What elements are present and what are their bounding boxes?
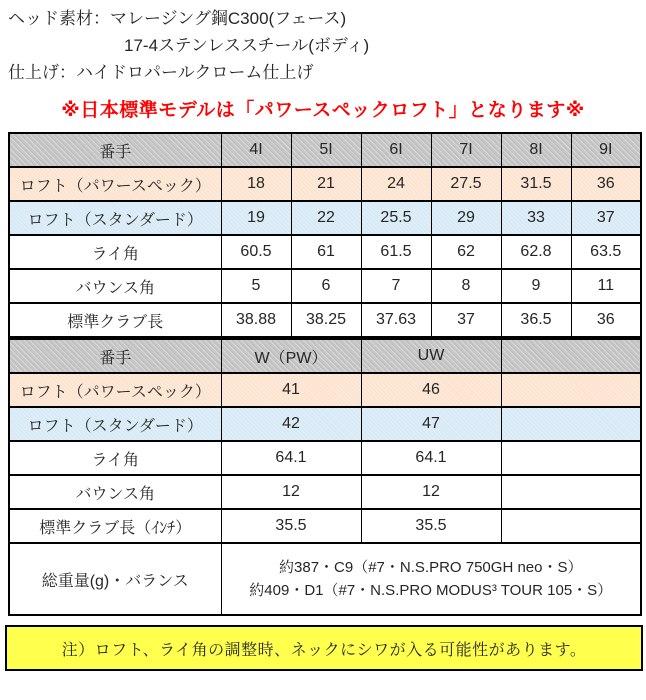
- spec-cell: 22: [291, 201, 361, 235]
- loft-standard-row: [9, 407, 641, 441]
- head-material-line2: 17-4ステンレススチール(ボディ): [124, 36, 370, 55]
- total-weight-balance-row: [9, 543, 641, 615]
- column-header-5i: 5I: [291, 133, 361, 167]
- row-label: 総重量(g)・バランス: [9, 543, 221, 615]
- spec-cell: 64.1: [221, 441, 361, 475]
- column-header-8i: 8I: [501, 133, 571, 167]
- spec-cell: 64.1: [361, 441, 501, 475]
- row-label: ライ角: [9, 441, 221, 475]
- spec-cell: 61.5: [361, 235, 431, 269]
- club-length-row: [9, 303, 641, 337]
- column-header-7i: 7I: [431, 133, 501, 167]
- spec-cell: 9: [501, 269, 571, 303]
- spec-cell: 11: [571, 269, 641, 303]
- spec-cell: 62.8: [501, 235, 571, 269]
- column-header-6i: 6I: [361, 133, 431, 167]
- spec-cell: 29: [431, 201, 501, 235]
- spec-cell: 62: [431, 235, 501, 269]
- spec-cell: 37: [431, 303, 501, 337]
- row-label: 標準クラブ長（ｲﾝﾁ）: [9, 509, 221, 543]
- irons-spec-table: [8, 132, 642, 338]
- spec-cell: 12: [361, 475, 501, 509]
- spec-cell: 38.25: [291, 303, 361, 337]
- caution-note-text: 注）ロフト、ライ角の調整時、ネックにシワが入る可能性があります。: [61, 641, 587, 659]
- loft-power-spec-row: [9, 373, 641, 407]
- spec-cell: 24: [361, 167, 431, 201]
- row-label: ロフト（スタンダード）: [9, 201, 221, 235]
- lie-angle-row: [9, 235, 641, 269]
- column-header-4i: 4I: [221, 133, 291, 167]
- column-header-9i: 9I: [571, 133, 641, 167]
- spec-cell: 37: [571, 201, 641, 235]
- row-label: ロフト（パワースペック）: [9, 167, 221, 201]
- spec-cell: 8: [431, 269, 501, 303]
- head-material-line1: ヘッド素材：マレージング鋼C300(フェース): [8, 9, 347, 28]
- spec-cell: 7: [361, 269, 431, 303]
- spec-cell: 36: [571, 167, 641, 201]
- spec-cell: 18: [221, 167, 291, 201]
- spec-cell: 60.5: [221, 235, 291, 269]
- bounce-angle-row: [9, 475, 641, 509]
- column-header-club: 番手: [9, 339, 221, 373]
- row-label: 標準クラブ長: [9, 303, 221, 337]
- loft-standard-row: [9, 201, 641, 235]
- irons-header-row: [9, 133, 641, 167]
- spec-cell: 19: [221, 201, 291, 235]
- spec-cell: 27.5: [431, 167, 501, 201]
- spec-cell: 36: [571, 303, 641, 337]
- spec-cell: [501, 407, 641, 441]
- japan-standard-notice: ※日本標準モデルは「パワースペックロフト」となります※: [61, 100, 585, 121]
- spec-cell: [501, 475, 641, 509]
- spec-cell: 63.5: [571, 235, 641, 269]
- row-label: ロフト（スタンダード）: [9, 407, 221, 441]
- spec-cell: [501, 373, 641, 407]
- spec-cell: 21: [291, 167, 361, 201]
- spec-cell: [501, 509, 641, 543]
- row-label: ライ角: [9, 235, 221, 269]
- weight-balance-line2: 約409・D1（#7・N.S.PRO MODUS³ TOUR 105・S）: [249, 582, 613, 599]
- wedges-header-row: [9, 339, 641, 373]
- spec-cell: 37.63: [361, 303, 431, 337]
- lie-angle-row: [9, 441, 641, 475]
- row-label: ロフト（パワースペック）: [9, 373, 221, 407]
- weight-balance-line1: 約387・C9（#7・N.S.PRO 750GH neo・S）: [279, 559, 583, 576]
- head-material-info: [0, 0, 646, 86]
- club-length-row: [9, 509, 641, 543]
- column-header-uw: UW: [361, 339, 501, 373]
- spec-cell: 35.5: [221, 509, 361, 543]
- loft-power-spec-row: [9, 167, 641, 201]
- column-header-empty: [501, 339, 641, 373]
- spec-cell: 35.5: [361, 509, 501, 543]
- row-label: バウンス角: [9, 269, 221, 303]
- spec-cell: 6: [291, 269, 361, 303]
- spec-cell: 33: [501, 201, 571, 235]
- spec-cell: 31.5: [501, 167, 571, 201]
- caution-note: [5, 625, 643, 671]
- column-header-w-pw: W（PW）: [221, 339, 361, 373]
- spec-cell: 25.5: [361, 201, 431, 235]
- bounce-angle-row: [9, 269, 641, 303]
- wedges-spec-table: [8, 338, 642, 616]
- finish-line: 仕上げ：ハイドロパールクローム仕上げ: [8, 63, 314, 82]
- spec-cell: 12: [221, 475, 361, 509]
- weight-balance-cell: [221, 543, 641, 615]
- spec-cell: 38.88: [221, 303, 291, 337]
- spec-cell: 36.5: [501, 303, 571, 337]
- spec-cell: 47: [361, 407, 501, 441]
- row-label: バウンス角: [9, 475, 221, 509]
- spec-cell: [501, 441, 641, 475]
- column-header-club: 番手: [9, 133, 221, 167]
- spec-cell: 61: [291, 235, 361, 269]
- spec-cell: 46: [361, 373, 501, 407]
- spec-cell: 42: [221, 407, 361, 441]
- spec-cell: 5: [221, 269, 291, 303]
- spec-cell: 41: [221, 373, 361, 407]
